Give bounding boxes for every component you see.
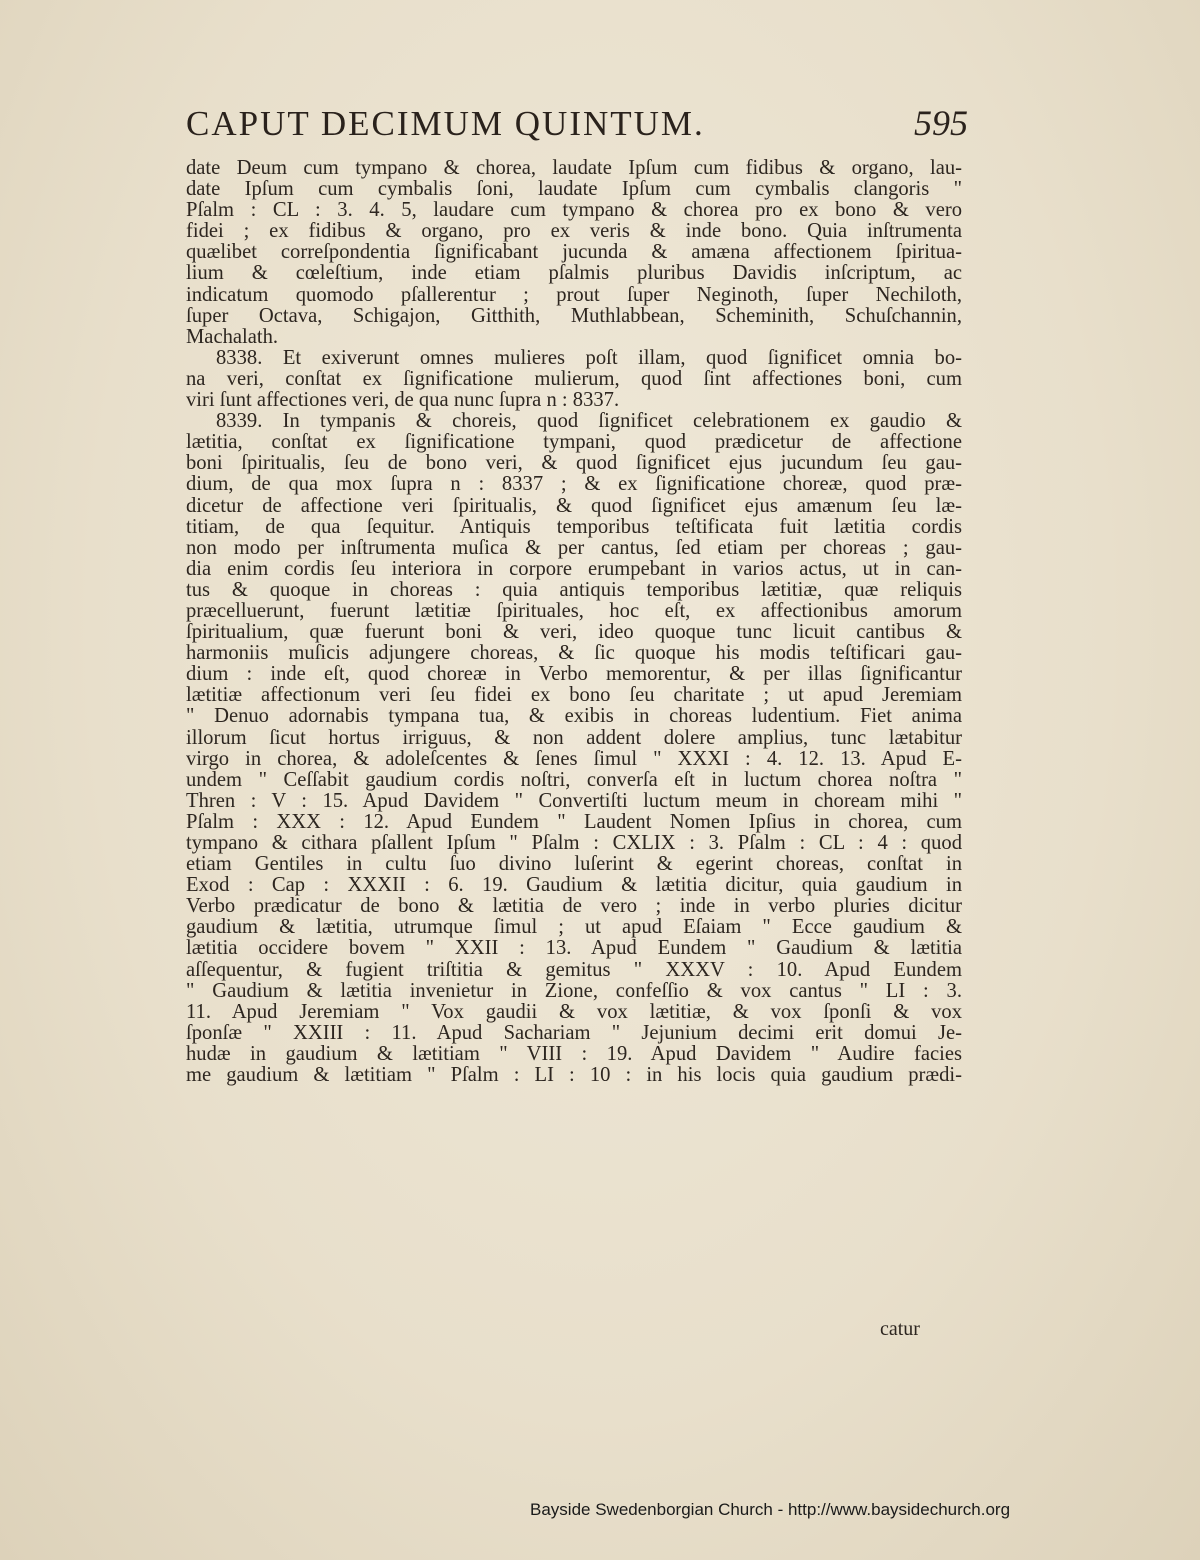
text-line: undem " Ceſſabit gaudium cordis noſtri, converſa eſt in luctum chorea noſtra " xyxy=(186,769,962,791)
text-line: Pſalm : CL : 3. 4. 5, laudare cum tympano & chorea pro ex bono & vero xyxy=(186,200,962,222)
text-line: fidei ; ex fidibus & organo, pro ex veris & inde bono. Quia inſtrumenta xyxy=(186,221,962,243)
text-line: ſpiritualium, quæ fuerunt boni & veri, ideo quoque tunc licuit cantibus & xyxy=(186,622,962,644)
text-line: tus & quoque in choreas : quia antiquis temporibus lætitiæ, quæ reliquis xyxy=(186,579,962,601)
text-line: lium & cœleſtium, inde etiam pſalmis pluribus Davidis inſcriptum, ac xyxy=(186,263,962,285)
page-number: 595 xyxy=(914,103,968,143)
watermark-footer: Bayside Swedenborgian Church - http://www.baysidechurch.org xyxy=(530,1500,1011,1519)
text-line: date Ipſum cum cymbalis ſoni, laudate Ipſum cum cymbalis clangoris " xyxy=(186,179,962,201)
text-line: illorum ſicut hortus irriguus, & non addent dolere amplius, tunc lætabitur xyxy=(186,727,962,749)
text-line: lætitiæ affectionum veri ſeu fidei ex bono ſeu charitate ; ut apud Jeremiam xyxy=(186,685,962,707)
text-line: me gaudium & lætitiam " Pſalm : LI : 10 : in his locis quia gaudium prædi- xyxy=(186,1065,962,1087)
text-line: non modo per inſtrumenta muſica & per cantus, ſed etiam per choreas ; gau- xyxy=(186,537,962,559)
text-line: lætitia, conſtat ex ſignificatione tympani, quod prædicetur de affectione xyxy=(186,432,962,454)
text-line: præcelluerunt, fuerunt lætitiæ ſpirituales, hoc eſt, ex affectionibus amorum xyxy=(186,600,962,622)
catchword: catur xyxy=(880,1318,920,1340)
text-line: Machalath. xyxy=(186,326,279,348)
text-line: " Gaudium & lætitia invenietur in Zione, confeſſio & vox cantus " LI : 3. xyxy=(186,980,962,1002)
body-text xyxy=(186,158,962,1086)
text-line: 8338. Et exiverunt omnes mulieres poſt illam, quod ſignificet omnia bo- xyxy=(216,347,962,369)
text-line: date Deum cum tympano & chorea, laudate Ipſum cum fidibus & organo, lau- xyxy=(186,158,962,179)
text-line: virgo in chorea, & adoleſcentes & ſenes ſimul " XXXI : 4. 12. 13. Apud E- xyxy=(186,748,962,770)
text-line: Verbo prædicatur de bono & lætitia de vero ; inde in verbo pluries dicitur xyxy=(186,896,962,918)
text-line: boni ſpiritualis, ſeu de bono veri, & quod ſignificet ejus jucundum ſeu gau- xyxy=(186,453,962,475)
text-line: " Denuo adornabis tympana tua, & exibis in choreas ludentium. Fiet anima xyxy=(186,706,962,728)
text-line: dium : inde eſt, quod choreæ in Verbo memorentur, & per illas ſignificantur xyxy=(186,664,962,686)
text-line: viri ſunt affectiones veri, de qua nunc ſupra n : 8337. xyxy=(186,390,620,412)
text-line: indicatum quomodo pſallerentur ; prout ſuper Neginoth, ſuper Nechiloth, xyxy=(186,284,962,306)
text-line: dia enim cordis ſeu interiora in corpore erumpebant in varios actus, ut in can- xyxy=(186,558,962,580)
text-line: tympano & cithara pſallent Ipſum " Pſalm : CXLIX : 3. Pſalm : CL : 4 : quod xyxy=(186,833,962,854)
text-line: aſſequentur, & fugient triſtitia & gemitus " XXXV : 10. Apud Eundem xyxy=(186,959,962,981)
text-line: hudæ in gaudium & lætitiam " VIII : 19. Apud Davidem " Audire facies xyxy=(186,1043,962,1065)
text-line: quælibet correſpondentia ſignificabant jucunda & amæna affectionem ſpiritua- xyxy=(186,242,962,264)
text-line: etiam Gentiles in cultu ſuo divino luſerint & egerint choreas, conſtat in xyxy=(186,854,962,876)
text-line: 11. Apud Jeremiam " Vox gaudii & vox lætitiæ, & vox ſponſi & vox xyxy=(186,1001,962,1023)
running-header xyxy=(186,104,986,160)
text-line: harmoniis muſicis adjungere choreas, & ſic quoque his modis teſtificari gau- xyxy=(186,643,962,665)
text-line: na veri, conſtat ex ſignificatione mulierum, quod ſint affectiones boni, cum xyxy=(186,368,962,390)
text-line: dium, de qua mox ſupra n : 8337 ; & ex ſignificatione choreæ, quod præ- xyxy=(186,474,962,496)
text-line: 8339. In tympanis & choreis, quod ſignificet celebrationem ex gaudio & xyxy=(216,411,962,433)
text-line: lætitia occidere bovem " XXII : 13. Apud Eundem " Gaudium & lætitia xyxy=(186,938,962,960)
text-line: Thren : V : 15. Apud Davidem " Convertiſti luctum meum in choream mihi " xyxy=(186,790,962,812)
text-line: ſuper Octava, Schigajon, Gitthith, Muthlabbean, Scheminith, Schuſchannin, xyxy=(186,305,962,327)
text-line: titiam, de qua ſequitur. Antiquis temporibus teſtificata fuit lætitia cordis xyxy=(186,516,962,538)
text-line: ſponſæ " XXIII : 11. Apud Sachariam " Jejunium decimi erit domui Je- xyxy=(186,1022,962,1044)
text-line: Exod : Cap : XXXII : 6. 19. Gaudium & lætitia dicitur, quia gaudium in xyxy=(186,875,962,897)
chapter-title: CAPUT DECIMUM QUINTUM. xyxy=(186,104,705,143)
text-line: gaudium & lætitia, utrumque ſimul ; ut apud Eſaiam " Ecce gaudium & xyxy=(186,917,962,939)
text-line: dicetur de affectione veri ſpiritualis, & quod ſignificet ejus amænum ſeu læ- xyxy=(186,495,962,517)
text-line: Pſalm : XXX : 12. Apud Eundem " Laudent Nomen Ipſius in chorea, cum xyxy=(186,811,962,833)
